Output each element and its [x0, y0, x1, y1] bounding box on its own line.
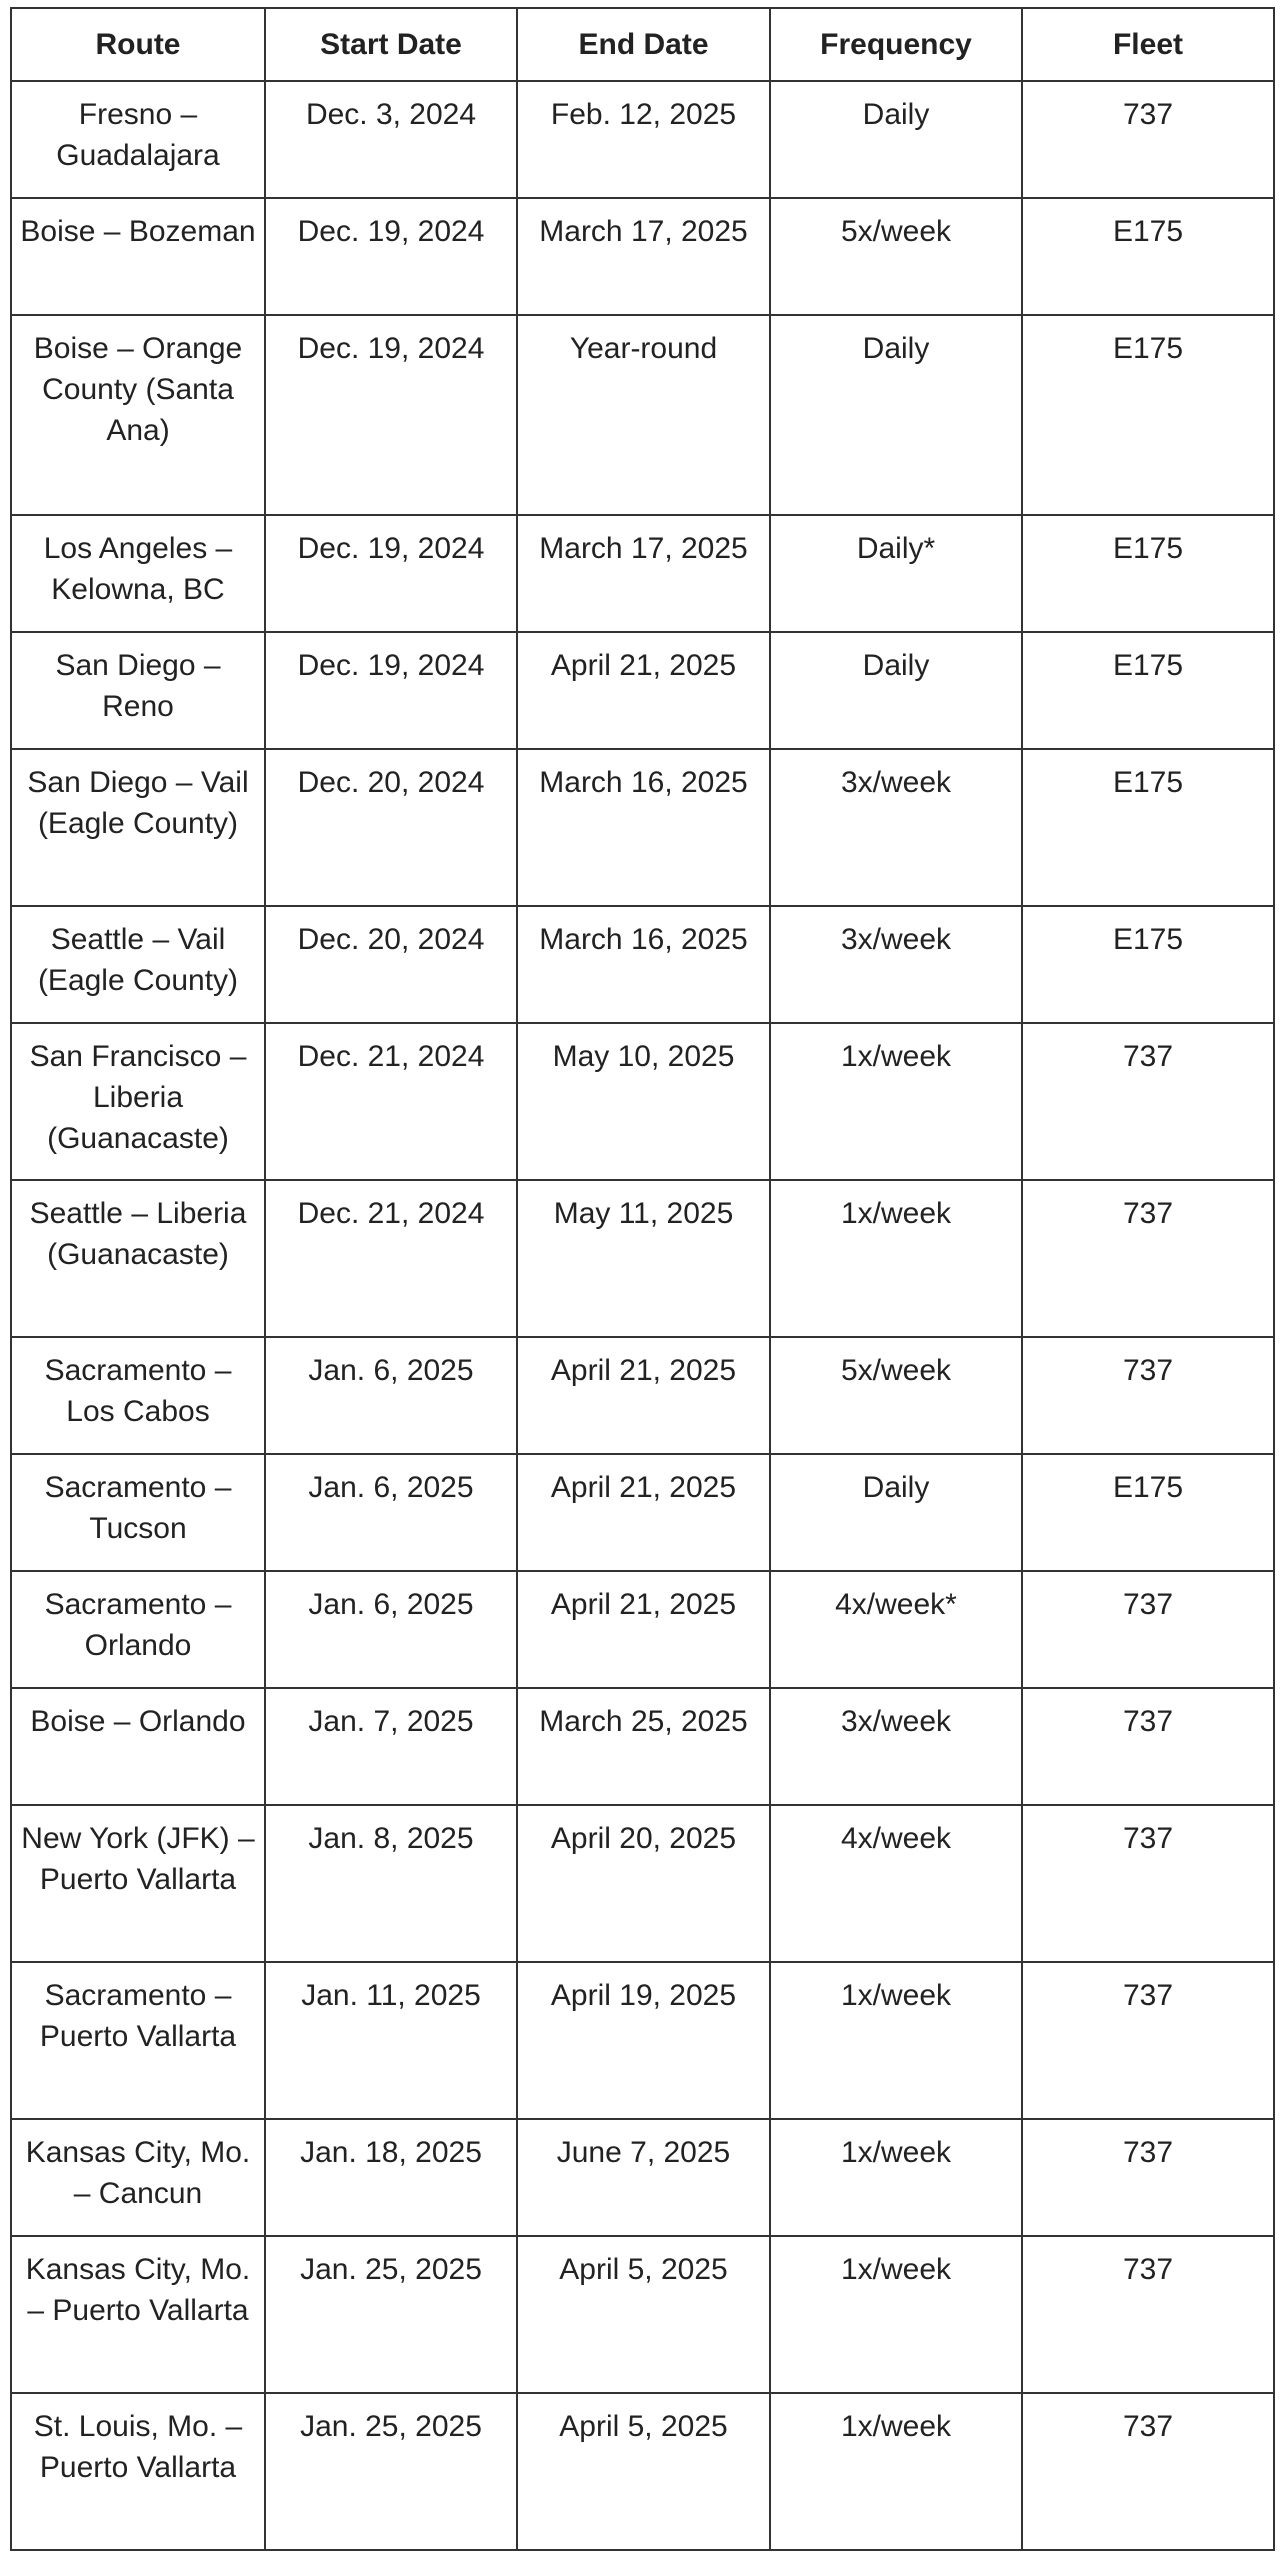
start-date-cell: Jan. 25, 2025: [265, 2393, 517, 2550]
fleet-cell: 737: [1022, 2393, 1274, 2550]
routes-table: [10, 7, 1275, 2551]
frequency-cell: Daily: [770, 1454, 1022, 1571]
frequency-cell: 3x/week: [770, 906, 1022, 1023]
route-cell: Seattle – Vail (Eagle County): [11, 906, 265, 1023]
route-cell: Boise – Bozeman: [11, 198, 265, 315]
table-row: [11, 1023, 1274, 1180]
start-date-cell: Jan. 6, 2025: [265, 1571, 517, 1688]
table-row: [11, 749, 1274, 906]
start-date-cell: Dec. 19, 2024: [265, 315, 517, 515]
start-date-cell: Jan. 6, 2025: [265, 1454, 517, 1571]
frequency-cell: Daily: [770, 632, 1022, 749]
frequency-cell: 1x/week: [770, 1023, 1022, 1180]
fleet-cell: E175: [1022, 632, 1274, 749]
end-date-cell: Year-round: [517, 315, 770, 515]
end-date-cell: April 21, 2025: [517, 1337, 770, 1454]
header-fleet: Fleet: [1022, 8, 1274, 81]
start-date-cell: Dec. 3, 2024: [265, 81, 517, 198]
fleet-cell: 737: [1022, 1180, 1274, 1337]
fleet-cell: 737: [1022, 1571, 1274, 1688]
frequency-cell: 4x/week: [770, 1805, 1022, 1962]
fleet-cell: 737: [1022, 1962, 1274, 2119]
end-date-cell: June 7, 2025: [517, 2119, 770, 2236]
table-row: [11, 1688, 1274, 1805]
start-date-cell: Jan. 6, 2025: [265, 1337, 517, 1454]
frequency-cell: 4x/week*: [770, 1571, 1022, 1688]
route-cell: Boise – Orlando: [11, 1688, 265, 1805]
table-row: [11, 515, 1274, 632]
table-row: [11, 315, 1274, 515]
start-date-cell: Dec. 20, 2024: [265, 749, 517, 906]
table-row: [11, 2393, 1274, 2550]
header-start-date: Start Date: [265, 8, 517, 81]
start-date-cell: Dec. 19, 2024: [265, 632, 517, 749]
fleet-cell: E175: [1022, 1454, 1274, 1571]
frequency-cell: 1x/week: [770, 2119, 1022, 2236]
route-cell: Kansas City, Mo. – Cancun: [11, 2119, 265, 2236]
table-row: [11, 81, 1274, 198]
header-frequency: Frequency: [770, 8, 1022, 81]
route-cell: Fresno – Guadalajara: [11, 81, 265, 198]
fleet-cell: 737: [1022, 1805, 1274, 1962]
end-date-cell: April 5, 2025: [517, 2393, 770, 2550]
frequency-cell: Daily: [770, 315, 1022, 515]
start-date-cell: Jan. 11, 2025: [265, 1962, 517, 2119]
frequency-cell: 1x/week: [770, 1180, 1022, 1337]
frequency-cell: 3x/week: [770, 749, 1022, 906]
route-cell: Sacramento – Tucson: [11, 1454, 265, 1571]
fleet-cell: 737: [1022, 2119, 1274, 2236]
start-date-cell: Dec. 20, 2024: [265, 906, 517, 1023]
end-date-cell: Feb. 12, 2025: [517, 81, 770, 198]
table-row: [11, 1805, 1274, 1962]
frequency-cell: 1x/week: [770, 2393, 1022, 2550]
table-row: [11, 1337, 1274, 1454]
table-row: [11, 1962, 1274, 2119]
fleet-cell: 737: [1022, 2236, 1274, 2393]
route-cell: St. Louis, Mo. – Puerto Vallarta: [11, 2393, 265, 2550]
end-date-cell: April 21, 2025: [517, 632, 770, 749]
route-cell: San Diego – Vail (Eagle County): [11, 749, 265, 906]
end-date-cell: March 17, 2025: [517, 198, 770, 315]
header-route: Route: [11, 8, 265, 81]
header-end-date: End Date: [517, 8, 770, 81]
end-date-cell: March 16, 2025: [517, 906, 770, 1023]
start-date-cell: Dec. 21, 2024: [265, 1023, 517, 1180]
end-date-cell: April 19, 2025: [517, 1962, 770, 2119]
route-cell: Boise – Orange County (Santa Ana): [11, 315, 265, 515]
table-row: [11, 1454, 1274, 1571]
frequency-cell: Daily*: [770, 515, 1022, 632]
table-row: [11, 632, 1274, 749]
table-row: [11, 2236, 1274, 2393]
table-row: [11, 2119, 1274, 2236]
fleet-cell: 737: [1022, 1337, 1274, 1454]
fleet-cell: E175: [1022, 906, 1274, 1023]
end-date-cell: April 20, 2025: [517, 1805, 770, 1962]
end-date-cell: April 21, 2025: [517, 1571, 770, 1688]
start-date-cell: Dec. 21, 2024: [265, 1180, 517, 1337]
start-date-cell: Jan. 18, 2025: [265, 2119, 517, 2236]
start-date-cell: Dec. 19, 2024: [265, 198, 517, 315]
fleet-cell: 737: [1022, 81, 1274, 198]
route-cell: Los Angeles – Kelowna, BC: [11, 515, 265, 632]
frequency-cell: Daily: [770, 81, 1022, 198]
end-date-cell: March 17, 2025: [517, 515, 770, 632]
start-date-cell: Jan. 8, 2025: [265, 1805, 517, 1962]
route-cell: Kansas City, Mo. – Puerto Vallarta: [11, 2236, 265, 2393]
end-date-cell: May 10, 2025: [517, 1023, 770, 1180]
route-cell: Sacramento – Los Cabos: [11, 1337, 265, 1454]
end-date-cell: April 5, 2025: [517, 2236, 770, 2393]
table-row: [11, 906, 1274, 1023]
table-row: [11, 1180, 1274, 1337]
route-cell: Sacramento – Puerto Vallarta: [11, 1962, 265, 2119]
fleet-cell: E175: [1022, 749, 1274, 906]
route-cell: San Francisco – Liberia (Guanacaste): [11, 1023, 265, 1180]
end-date-cell: April 21, 2025: [517, 1454, 770, 1571]
end-date-cell: March 16, 2025: [517, 749, 770, 906]
table-row: [11, 1571, 1274, 1688]
end-date-cell: March 25, 2025: [517, 1688, 770, 1805]
fleet-cell: 737: [1022, 1688, 1274, 1805]
start-date-cell: Jan. 7, 2025: [265, 1688, 517, 1805]
start-date-cell: Jan. 25, 2025: [265, 2236, 517, 2393]
fleet-cell: 737: [1022, 1023, 1274, 1180]
frequency-cell: 1x/week: [770, 2236, 1022, 2393]
table-row: [11, 198, 1274, 315]
table-header-row: [11, 8, 1274, 81]
frequency-cell: 3x/week: [770, 1688, 1022, 1805]
frequency-cell: 5x/week: [770, 1337, 1022, 1454]
route-cell: New York (JFK) – Puerto Vallarta: [11, 1805, 265, 1962]
fleet-cell: E175: [1022, 198, 1274, 315]
end-date-cell: May 11, 2025: [517, 1180, 770, 1337]
route-cell: Seattle – Liberia (Guanacaste): [11, 1180, 265, 1337]
start-date-cell: Dec. 19, 2024: [265, 515, 517, 632]
fleet-cell: E175: [1022, 315, 1274, 515]
fleet-cell: E175: [1022, 515, 1274, 632]
frequency-cell: 1x/week: [770, 1962, 1022, 2119]
route-cell: San Diego – Reno: [11, 632, 265, 749]
route-cell: Sacramento – Orlando: [11, 1571, 265, 1688]
frequency-cell: 5x/week: [770, 198, 1022, 315]
